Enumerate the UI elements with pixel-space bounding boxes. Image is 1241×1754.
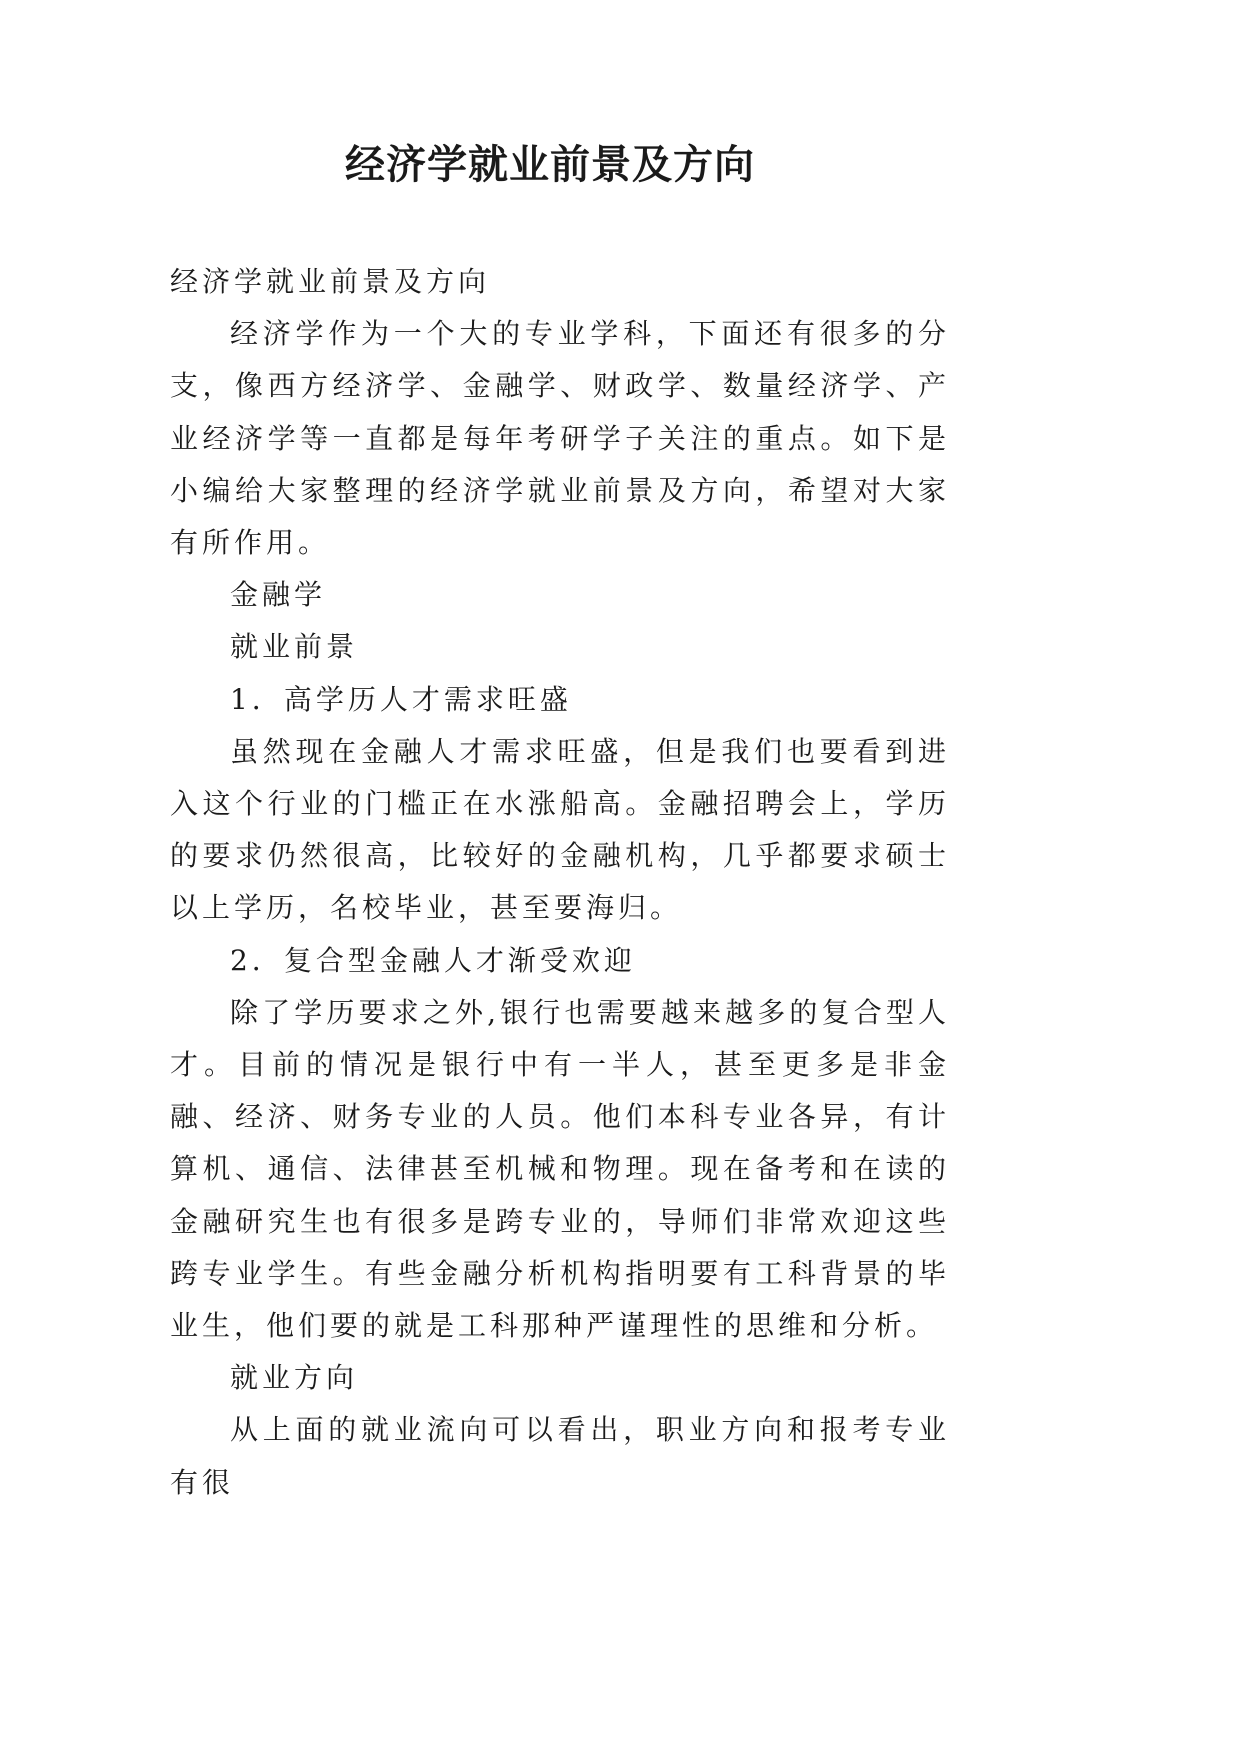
subtitle-paragraph: 经济学就业前景及方向 xyxy=(170,265,491,298)
list-item-heading-1: 1．高学历人才需求旺盛 xyxy=(230,682,572,716)
paragraph-high-education-demand: 虽然现在金融人才需求旺盛，但是我们也要看到进入这个行业的门槛正在水涨船高。金融招聘会上，学历的要求仍然很高，比较好的金融机构，几乎都要求硕士以上学历，名校毕业，甚至要海归。 xyxy=(170,734,950,925)
paragraph-employment-direction: 从上面的就业流向可以看出，职业方向和报考专业有很 xyxy=(170,1413,950,1499)
document-body xyxy=(170,256,950,1509)
paragraph-compound-talent: 除了学历要求之外,银行也需要越来越多的复合型人才。目前的情况是银行中有一半人，甚至更多是非金融、经济、财务专业的人员。他们本科专业各异，有计算机、通信、法律甚至机械和物理。现在备考和在读的金融研究生也有很多是跨专业的，导师们非常欢迎这些跨专业学生。有些金融分析机构指明要有工科背景的毕业生，他们要的就是工科那种严谨理性的思维和分析。 xyxy=(170,995,950,1343)
section-heading-employment-prospects: 就业前景 xyxy=(230,630,359,664)
intro-paragraph: 经济学作为一个大的专业学科，下面还有很多的分支，像西方经济学、金融学、财政学、数量经济学、产业经济学等一直都是每年考研学子关注的重点。如下是小编给大家整理的经济学就业前景及方向，希望对大家有所作用。 xyxy=(170,317,950,560)
section-heading-finance: 金融学 xyxy=(230,578,327,612)
list-item-heading-2: 2．复合型金融人才渐受欢迎 xyxy=(230,943,636,977)
document-title: 经济学就业前景及方向 xyxy=(345,142,755,188)
section-heading-employment-direction: 就业方向 xyxy=(230,1361,359,1395)
